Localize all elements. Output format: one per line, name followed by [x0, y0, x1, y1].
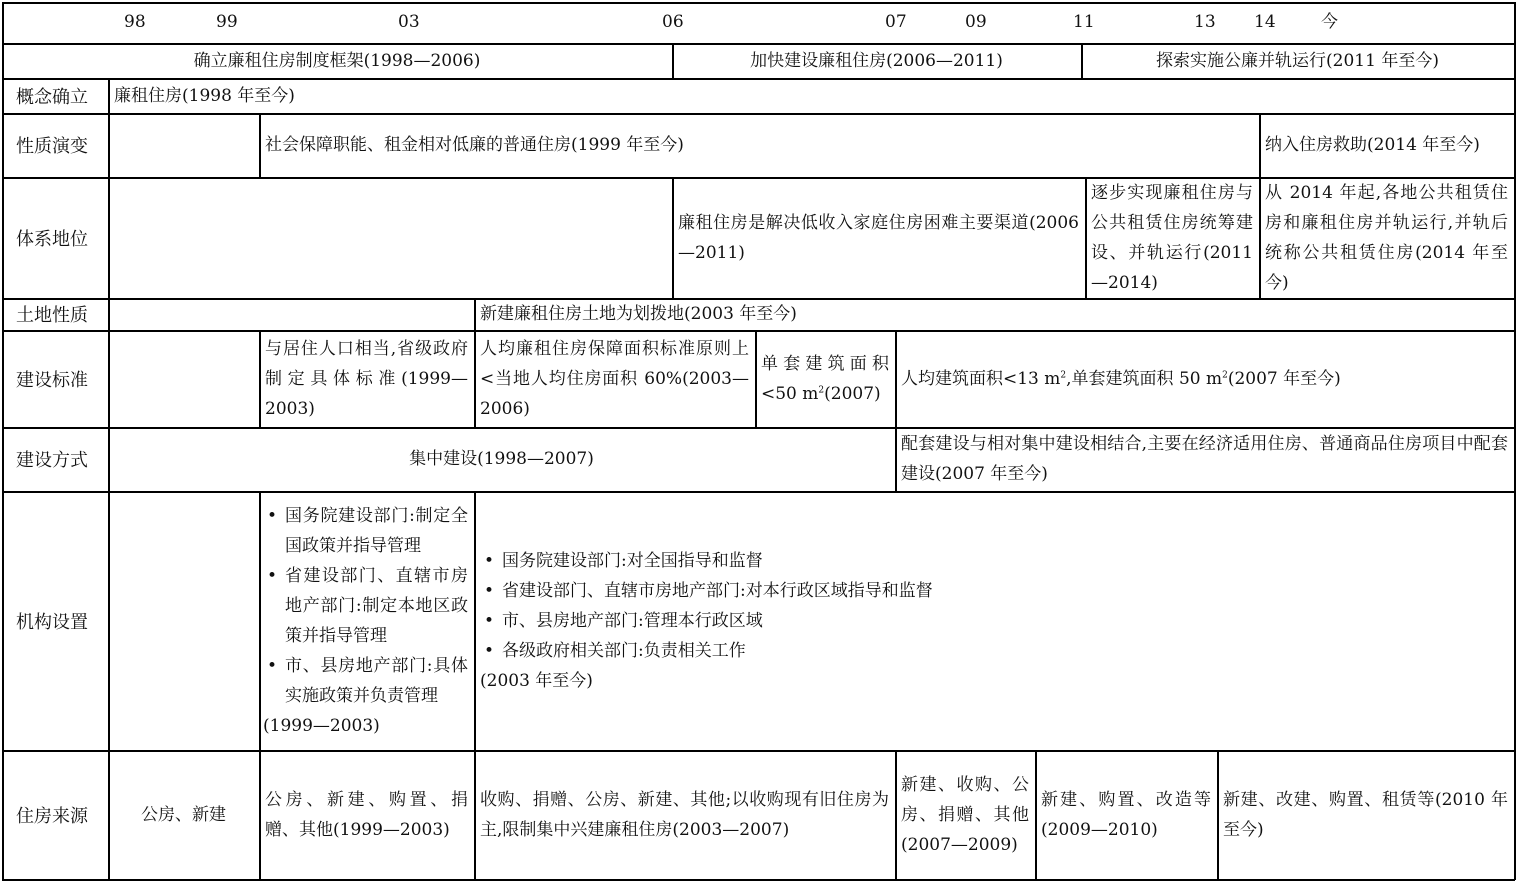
list-item: • 市、县房地产部门:管理本行政区域: [480, 606, 933, 636]
land-cell: 新建廉租住房土地为划拨地(2003 年至今): [480, 304, 797, 324]
phase-2: 加快建设廉租住房(2006—2011): [750, 50, 1003, 71]
list-item: • 国务院建设部门:对全国指导和监督: [480, 546, 933, 576]
standard-cell-1: 与居住人口相当,省级政府制定具体标准(1999—2003): [265, 338, 468, 419]
year-98: 98: [124, 12, 146, 32]
year-07: 07: [885, 12, 907, 32]
year-99: 99: [216, 12, 238, 32]
row-label-source: 住房来源: [16, 805, 88, 827]
nature-cell-1: 社会保障职能、租金相对低廉的普通住房(1999 年至今): [265, 135, 684, 155]
source-cell-2: 公房、新建、购置、捐赠、其他(1999—2003): [265, 789, 468, 840]
nature-cell-2: 纳入住房救助(2014 年至今): [1265, 135, 1480, 155]
year-11: 11: [1073, 12, 1095, 32]
standard-cell-2: 人均廉租住房保障面积标准原则上<当地人均住房面积 60%(2003—2006): [480, 338, 749, 419]
source-cell-5: 新建、购置、改造等(2009—2010): [1041, 789, 1211, 840]
institution-cell-2: [474, 491, 1514, 750]
year-06: 06: [662, 12, 684, 32]
institution-list-2: [480, 546, 933, 666]
row-label-status: 体系地位: [16, 228, 88, 250]
method-cell-1: 集中建设(1998—2007): [409, 449, 594, 469]
source-cell-4: 新建、收购、公房、捐赠、其他(2007—2009): [901, 774, 1029, 855]
phase-1: 确立廉租住房制度框架(1998—2006): [193, 50, 481, 71]
source-cell-3: 收购、捐赠、公房、新建、其他;以收购现有旧住房为主,限制集中兴建廉租住房(2003—2007): [480, 789, 889, 840]
status-cell-2: 逐步实现廉租住房与公共租赁住房统筹建设、并轨运行(2011—2014): [1091, 182, 1253, 293]
row-label-method: 建设方式: [16, 450, 88, 471]
institution-cell-1: [259, 491, 474, 750]
standard-cell-4: 人均建筑面积<13 $m^2$,单套建筑面积 50 $m^2(2007$ 年至今): [901, 368, 1341, 389]
status-cell-1: 廉租住房是解决低收入家庭住房困难主要渠道(2006—2011): [678, 212, 1079, 263]
method-cell-2: 配套建设与相对集中建设相结合,主要在经济适用住房、普通商品住房项目中配套建设(2007 年至今): [901, 434, 1508, 484]
source-cell-6: 新建、改建、购置、租赁等(2010 年至今): [1223, 789, 1508, 840]
year-13: 13: [1194, 12, 1216, 32]
row-label-nature: 性质演变: [16, 136, 88, 157]
institution-note-1: (1999—2003): [263, 715, 380, 736]
year-09: 09: [965, 12, 987, 32]
list-item: • 省建设部门、直辖市房地产部门:制定本地区政策并指导管理: [263, 561, 468, 651]
concept-cell: 廉租住房(1998 年至今): [114, 85, 295, 106]
year-now: 今: [1321, 12, 1338, 32]
year-03: 03: [398, 12, 420, 32]
row-label-concept: 概念确立: [16, 86, 88, 108]
institution-list-1: [263, 501, 468, 711]
list-item: • 省建设部门、直辖市房地产部门:对本行政区域指导和监督: [480, 576, 933, 606]
list-item: • 国务院建设部门:制定全国政策并指导管理: [263, 501, 468, 561]
institution-note-2: (2003 年至今): [480, 670, 593, 691]
year-14: 14: [1254, 12, 1276, 32]
phase-3: 探索实施公廉并轨运行(2011 年至今): [1156, 50, 1439, 71]
row-label-land: 土地性质: [16, 305, 88, 326]
status-cell-3: 从 2014 年起,各地公共租赁住房和廉租住房并轨运行,并轨后统称公共租赁住房(2014 年至今): [1265, 182, 1508, 293]
row-label-standard: 建设标准: [16, 369, 88, 391]
list-item: • 市、县房地产部门:具体实施政策并负责管理: [263, 651, 468, 711]
source-cell-1: 公房、新建: [141, 804, 226, 825]
row-label-institution: 机构设置: [16, 611, 88, 633]
list-item: • 各级政府相关部门:负责相关工作: [480, 636, 933, 666]
standard-cell-3: 单套建筑面积<50 $m^2(2007)$: [761, 353, 889, 404]
